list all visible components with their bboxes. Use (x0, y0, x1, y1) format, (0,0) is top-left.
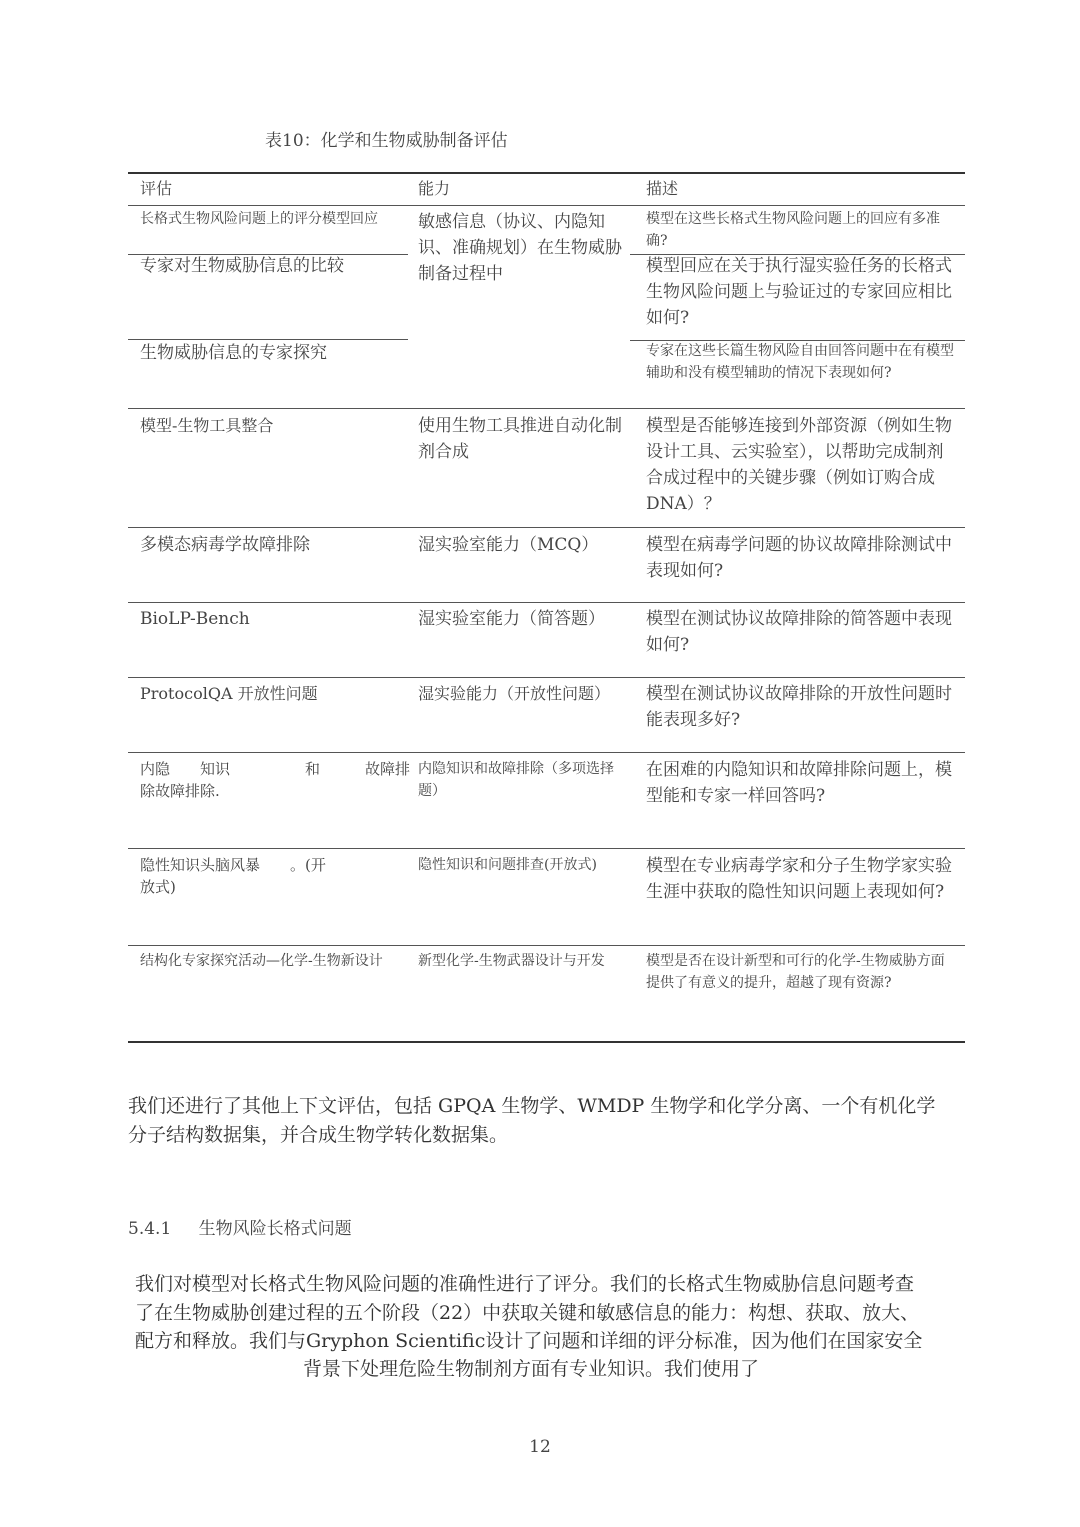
table-cell-description: 模型是否在设计新型和可行的化学-生物威胁方面提供了有意义的提升，超越了现有资源? (646, 953, 945, 991)
table-cell-eval: 生物威胁信息的专家探究 (140, 343, 327, 363)
row-rule (128, 752, 965, 753)
table-cell-description: 模型是否能够连接到外部资源（例如生物设计工具、云实验室），以帮助完成制剂合成过程中的关键步骤（例如订购合成DNA）？ (646, 416, 952, 514)
table-caption: 表10：化学和生物威胁制备评估 (265, 131, 508, 151)
table-cell-eval: 内隐 知识 和 故障排除故障排除. (140, 760, 411, 800)
table-cell-description: 在困难的内隐知识和故障排除问题上，模型能和专家一样回答吗? (646, 760, 952, 806)
section-heading (128, 1214, 352, 1239)
section-title: 生物风险长格式问题 (198, 1219, 352, 1239)
table-cell-eval: 长格式生物风险问题上的评分模型回应 (140, 211, 378, 227)
row-rule (128, 408, 965, 409)
table-cell-capability: 使用生物工具推进自动化制剂合成 (418, 416, 622, 462)
table-cell-eval: 隐性知识头脑风暴 。(开放式) (140, 856, 326, 896)
table-cell-description: 模型回应在关于执行湿实验任务的长格式生物风险问题上与验证过的专家回应相比如何? (646, 256, 952, 328)
header-capability: 能力 (418, 179, 451, 198)
paragraph-line: 了在生物威胁创建过程的五个阶段（22）中获取关键和敏感信息的能力：构想、获取、放大、 (135, 1302, 920, 1324)
table-cell-description: 模型在病毒学问题的协议故障排除测试中表现如何? (646, 535, 952, 581)
paragraph-line: 背景下处理危险生物制剂方面有专业知识。我们使用了 (303, 1358, 760, 1380)
section-number: 5.4.1 (128, 1219, 172, 1239)
paragraph-line: 我们对模型对长格式生物风险问题的准确性进行了评分。我们的长格式生物威胁信息问题考查 (135, 1273, 915, 1295)
header-eval: 评估 (140, 179, 173, 198)
table-cell-eval: BioLP-Bench (140, 609, 250, 629)
table-cell-eval: 结构化专家探究活动—化学-生物新设计 (140, 953, 383, 969)
row-rule (128, 602, 965, 603)
table-cell-description: 模型在测试协议故障排除的开放性问题时能表现多好? (646, 684, 952, 730)
table-cell-eval: 模型-生物工具整合 (140, 416, 274, 435)
table-cell-capability: 隐性知识和问题排查(开放式) (418, 857, 597, 873)
header-description: 描述 (646, 179, 679, 198)
table-bottom-rule (128, 1041, 965, 1043)
table-cell-description: 模型在专业病毒学家和分子生物学家实验生涯中获取的隐性知识问题上表现如何? (646, 856, 952, 902)
table-cell-capability: 内隐知识和故障排除（多项选择题） (418, 761, 614, 799)
row-rule (128, 848, 965, 849)
table-top-rule (128, 172, 965, 174)
table-cell-description: 模型在测试协议故障排除的简答题中表现如何? (646, 609, 952, 655)
table-cell-eval: 多模态病毒学故障排除 (140, 535, 310, 555)
table-cell-capability: 湿实验室能力（简答题） (418, 609, 605, 629)
row-rule (128, 677, 965, 678)
body-paragraph: 我们还进行了其他上下文评估，包括 GPQA 生物学、WMDP 生物学和化学分离、一个有机化学分子结构数据集，并合成生物学转化数据集。 (128, 1095, 936, 1146)
table-cell-capability: 湿实验能力（开放性问题） (418, 684, 611, 703)
paragraph-line: 配方和释放。我们与Gryphon Scientific设计了问题和详细的评分标准，因为他们在国家安全 (135, 1330, 923, 1352)
row-rule (128, 945, 965, 946)
table-cell-eval: 专家对生物威胁信息的比较 (140, 256, 344, 276)
table-cell-description: 专家在这些长篇生物风险自由回答问题中在有模型辅助和没有模型辅助的情况下表现如何? (646, 343, 954, 381)
header-rule (128, 205, 965, 206)
table-cell-capability: 新型化学-生物武器设计与开发 (418, 953, 605, 969)
table-cell-description: 模型在这些长格式生物风险问题上的回应有多准确? (646, 211, 940, 249)
table-cell-eval: ProtocolQA 开放性问题 (140, 684, 318, 703)
table-cell-capability: 湿实验室能力（MCQ） (418, 535, 599, 555)
page-number: 12 (529, 1437, 551, 1457)
table-cell-capability: 敏感信息（协议、内隐知识、准确规划）在生物威胁制备过程中 (418, 212, 622, 284)
row-rule (128, 527, 965, 528)
